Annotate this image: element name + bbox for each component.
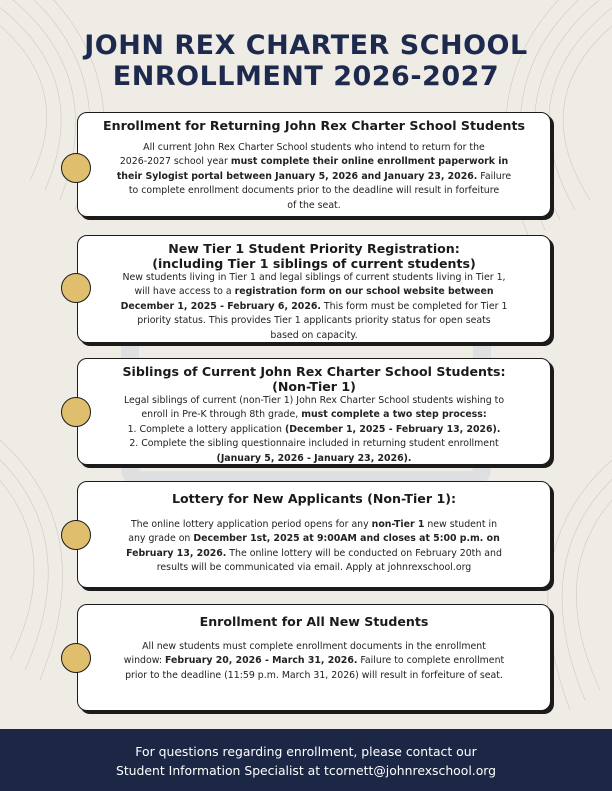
section-body: The online lottery application period opens for any non-Tier 1 new student in any grade on December 1st, 2025 at 9:00AM and closes at 5:00 p.m. on February 13, 2026. The online lottery will be conducted on February 20th and results will be communicated via email. Apply at johnrexschool.org <box>126 519 502 574</box>
section-body: New students living in Tier 1 and legal siblings of current students living in Tier 1, will have access to a registration form on our school website between December 1, 2025 - February 6, 2026. This form must be completed for Tier 1 priority status. This provides Tier 1 applicants priority status for open seats based on capacity. <box>120 272 508 341</box>
section-body: All new students must complete enrollment documents in the enrollment window: February 20, 2026 - March 31, 2026. Failure to complete enrollment prior to the deadline (11:59 p.m. March 31, 2026) will result in forfeiture of seat. <box>123 641 505 681</box>
bullet-circle <box>61 643 91 673</box>
section-heading: Siblings of Current John Rex Charter School Students: (Non-Tier 1) <box>122 364 506 394</box>
section-body: All current John Rex Charter School students who intend to return for the 2026-2027 school year must complete their online enrollment paperwork in their Sylogist portal between January 5, 2026 and January 23, 2026. Failure to complete enrollment documents prior to the deadline will result in forfeiture of the seat. <box>116 142 512 211</box>
section-all-new-students <box>77 604 551 711</box>
section-heading: New Tier 1 Student Priority Registration: (including Tier 1 siblings of current students) <box>152 241 476 271</box>
section-heading: Enrollment for All New Students <box>199 614 429 629</box>
section-body: Legal siblings of current (non-Tier 1) John Rex Charter School students wishing to enroll in Pre-K through 8th grade, must complete a two step process: 1. Complete a lottery application (December 1, 2025 - February 13, 2026). 2. Complete the sibling questionnaire included in returning student enrollment (January 5, 2026 - January 23, 2026). <box>123 395 505 464</box>
section-heading: Enrollment for Returning John Rex Charter School Students <box>103 118 525 133</box>
section-lottery-new-applicants <box>77 481 551 588</box>
bullet-circle <box>61 397 91 427</box>
page-title: JOHN REX CHARTER SCHOOL ENROLLMENT 2026-2027 <box>84 30 528 92</box>
section-returning-students <box>77 112 551 217</box>
footer-line-2: Student Information Specialist at tcornett@johnrexschool.org <box>115 763 497 778</box>
bullet-circle <box>61 153 91 183</box>
bullet-circle <box>61 520 91 550</box>
section-tier1-registration <box>77 235 551 343</box>
bullet-circle <box>61 273 91 303</box>
section-heading: Lottery for New Applicants (Non-Tier 1): <box>171 491 457 506</box>
section-sibling-students <box>77 358 551 465</box>
contact-footer <box>0 729 612 791</box>
footer-line-1: For questions regarding enrollment, please contact our <box>135 744 477 759</box>
